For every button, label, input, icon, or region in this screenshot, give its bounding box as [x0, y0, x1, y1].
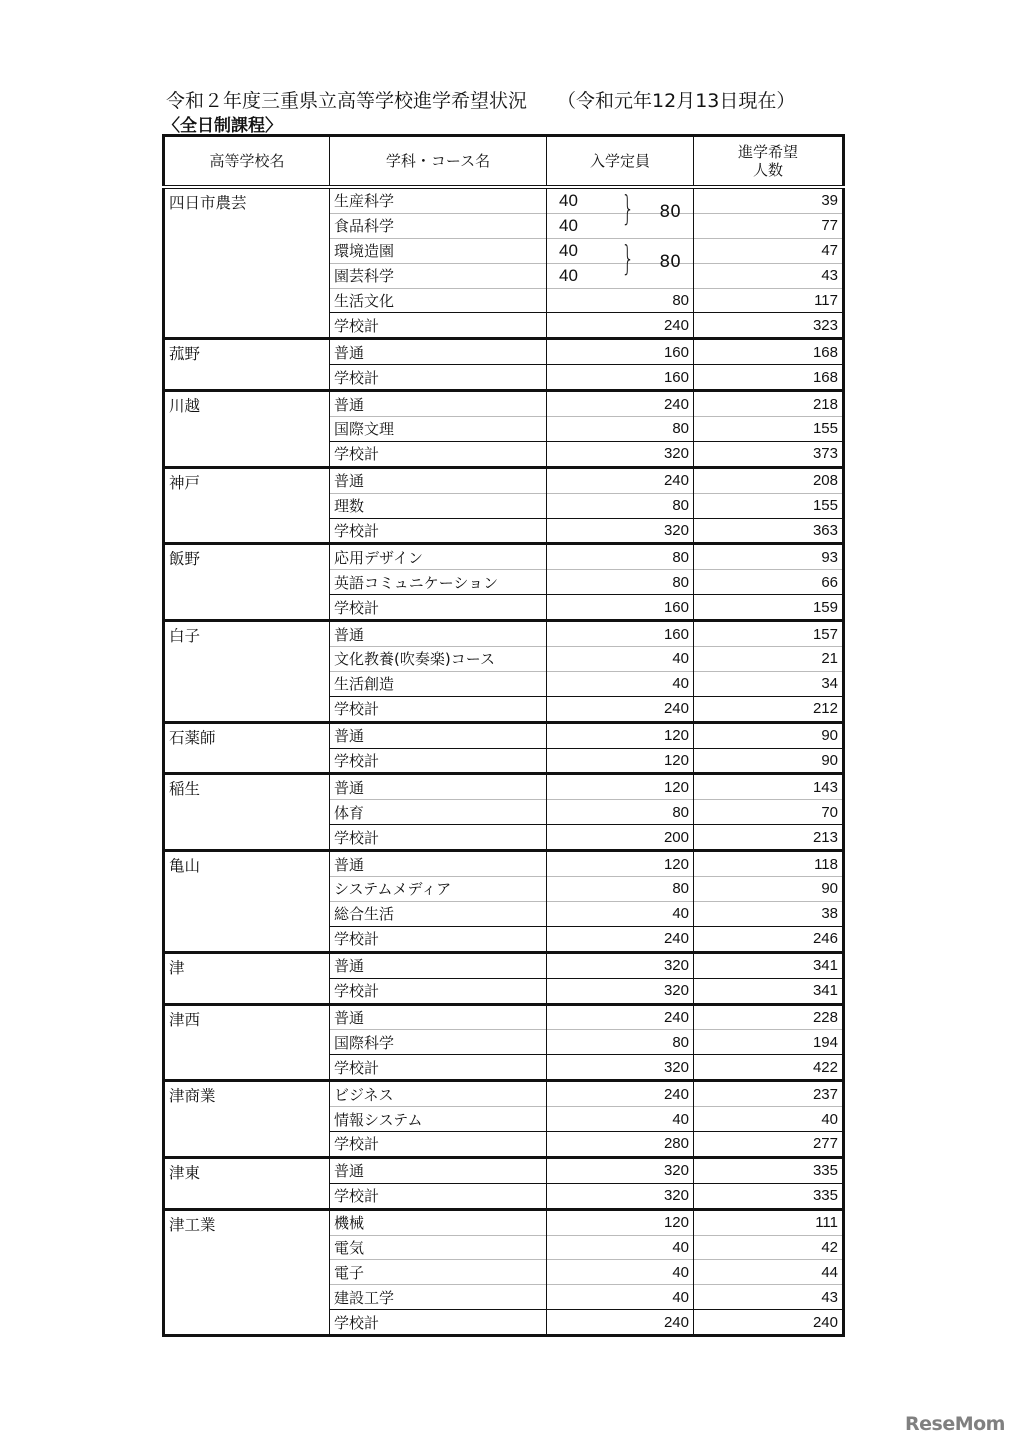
quota-cell: 120 [547, 722, 694, 748]
hope-count-cell: 38 [694, 901, 844, 926]
course-name-cell: 普通 [330, 851, 547, 877]
course-name-cell: 普通 [330, 722, 547, 748]
course-name-cell: 機械 [330, 1209, 547, 1235]
quota-cell: 320 [547, 1055, 694, 1081]
quota-cell: 200 [547, 825, 694, 851]
table-row [164, 339, 844, 365]
course-name-cell: 総合生活 [330, 901, 547, 926]
hope-count-cell: 341 [694, 952, 844, 978]
quota-cell: 40 [547, 1260, 694, 1285]
table-row [164, 1209, 844, 1235]
quota-cell: 320 [547, 952, 694, 978]
course-name-cell: 学校計 [330, 926, 547, 952]
course-name-cell: 学校計 [330, 1131, 547, 1157]
table-row [164, 952, 844, 978]
course-name-cell: 学校計 [330, 441, 547, 467]
course-name-cell: 学校計 [330, 748, 547, 774]
quota-cell: 160 [547, 365, 694, 391]
quota-cell: 40 } 80 [547, 238, 694, 263]
hope-count-cell: 363 [694, 518, 844, 544]
hope-count-cell: 157 [694, 621, 844, 647]
hope-count-cell: 43 [694, 263, 844, 288]
quota-cell: 240 [547, 696, 694, 722]
course-name-cell: 学校計 [330, 518, 547, 544]
school-name-cell: 菰野 [164, 339, 330, 391]
hope-count-cell: 155 [694, 493, 844, 518]
hope-count-cell: 159 [694, 595, 844, 621]
hope-count-cell: 111 [694, 1209, 844, 1235]
course-name-cell: ビジネス [330, 1081, 547, 1107]
hope-count-cell: 34 [694, 671, 844, 696]
quota-cell: 80 [547, 288, 694, 313]
course-name-cell: 学校計 [330, 1183, 547, 1209]
hope-count-cell: 143 [694, 774, 844, 800]
table-body [164, 187, 844, 1336]
quota-cell: 80 [547, 800, 694, 825]
quota-cell: 120 [547, 748, 694, 774]
course-name-cell: 英語コミュニケーション [330, 570, 547, 595]
course-name-cell: 国際科学 [330, 1030, 547, 1055]
quota-cell: 80 [547, 570, 694, 595]
course-name-cell: 普通 [330, 1004, 547, 1030]
quota-cell: 240 [547, 467, 694, 493]
quota-cell: 40 [547, 1285, 694, 1310]
table-row [164, 851, 844, 877]
hope-count-cell: 246 [694, 926, 844, 952]
hope-count-cell: 70 [694, 800, 844, 825]
course-name-cell: 学校計 [330, 978, 547, 1004]
quota-cell: 40 [547, 263, 694, 288]
course-name-cell: 学校計 [330, 825, 547, 851]
header-quota: 入学定員 [547, 136, 694, 188]
table-row [164, 774, 844, 800]
quota-cell: 240 [547, 926, 694, 952]
hope-count-cell: 39 [694, 187, 844, 213]
hope-count-cell: 335 [694, 1157, 844, 1183]
table-row [164, 187, 844, 213]
table-row [164, 722, 844, 748]
quota-cell: 120 [547, 1209, 694, 1235]
quota-cell: 320 [547, 518, 694, 544]
hope-count-cell: 208 [694, 467, 844, 493]
course-name-cell: 理数 [330, 493, 547, 518]
quota-cell: 40 [547, 1107, 694, 1132]
hope-count-cell: 66 [694, 570, 844, 595]
school-name-cell: 飯野 [164, 544, 330, 621]
quota-cell: 320 [547, 1183, 694, 1209]
hope-count-cell: 335 [694, 1183, 844, 1209]
table-row [164, 544, 844, 570]
course-name-cell: 文化教養(吹奏楽)コース [330, 647, 547, 672]
school-name-cell: 神戸 [164, 467, 330, 544]
course-name-cell: 普通 [330, 339, 547, 365]
quota-cell: 240 [547, 1081, 694, 1107]
quota-cell: 80 [547, 1030, 694, 1055]
quota-cell: 280 [547, 1131, 694, 1157]
quota-cell: 80 [547, 493, 694, 518]
quota-cell: 320 [547, 978, 694, 1004]
hope-count-cell: 93 [694, 544, 844, 570]
hope-count-cell: 240 [694, 1310, 844, 1336]
course-name-cell: 生産科学 [330, 187, 547, 213]
course-name-cell: 普通 [330, 467, 547, 493]
course-name-cell: 電気 [330, 1235, 547, 1260]
hope-count-cell: 341 [694, 978, 844, 1004]
course-name-cell: 学校計 [330, 696, 547, 722]
school-name-cell: 川越 [164, 391, 330, 468]
quota-cell: 40 [547, 671, 694, 696]
course-name-cell: 電子 [330, 1260, 547, 1285]
quota-cell: 40 } 80 [547, 187, 694, 213]
quota-cell: 240 [547, 1310, 694, 1336]
school-name-cell: 稲生 [164, 774, 330, 851]
school-name-cell: 亀山 [164, 851, 330, 953]
course-name-cell: 体育 [330, 800, 547, 825]
course-name-cell: 環境造園 [330, 238, 547, 263]
hope-count-cell: 168 [694, 339, 844, 365]
table-header-row [164, 136, 844, 188]
hope-count-cell: 228 [694, 1004, 844, 1030]
hope-count-cell: 213 [694, 825, 844, 851]
course-name-cell: 応用デザイン [330, 544, 547, 570]
hope-count-cell: 90 [694, 722, 844, 748]
quota-cell: 80 [547, 877, 694, 902]
quota-cell: 40 [547, 1235, 694, 1260]
school-name-cell: 白子 [164, 621, 330, 723]
school-name-cell: 津西 [164, 1004, 330, 1081]
hope-count-cell: 118 [694, 851, 844, 877]
quota-cell: 320 [547, 441, 694, 467]
table-row [164, 1004, 844, 1030]
course-name-cell: 学校計 [330, 595, 547, 621]
table-row [164, 1081, 844, 1107]
school-name-cell: 津東 [164, 1157, 330, 1209]
table-row [164, 1157, 844, 1183]
school-name-cell: 津工業 [164, 1209, 330, 1335]
hope-count-cell: 43 [694, 1285, 844, 1310]
title-text: 令和２年度三重県立高等学校進学希望状況 [166, 90, 528, 112]
table-row [164, 467, 844, 493]
course-name-cell: 学校計 [330, 365, 547, 391]
hope-count-cell: 237 [694, 1081, 844, 1107]
quota-cell: 120 [547, 774, 694, 800]
hope-count-cell: 155 [694, 417, 844, 442]
header-school-name: 高等学校名 [164, 136, 330, 188]
header-course-name: 学科・コース名 [330, 136, 547, 188]
hope-count-cell: 42 [694, 1235, 844, 1260]
school-name-cell: 津 [164, 952, 330, 1004]
course-name-cell: 普通 [330, 1157, 547, 1183]
hope-count-cell: 40 [694, 1107, 844, 1132]
quota-cell: 40 [547, 647, 694, 672]
hope-count-cell: 323 [694, 313, 844, 339]
group-quota-total: 80 [659, 251, 681, 272]
document-title [166, 86, 795, 113]
table-row [164, 391, 844, 417]
hope-count-cell: 44 [694, 1260, 844, 1285]
school-name-cell: 石薬師 [164, 722, 330, 774]
quota-cell: 240 [547, 391, 694, 417]
hope-count-cell: 218 [694, 391, 844, 417]
course-name-cell: 普通 [330, 391, 547, 417]
admission-hope-table [162, 134, 845, 1337]
course-name-cell: 園芸科学 [330, 263, 547, 288]
hope-count-cell: 117 [694, 288, 844, 313]
course-name-cell: 学校計 [330, 1310, 547, 1336]
quota-cell: 120 [547, 851, 694, 877]
quota-cell: 240 [547, 313, 694, 339]
brace-icon: } [621, 238, 635, 279]
hope-count-cell: 194 [694, 1030, 844, 1055]
quota-cell: 160 [547, 621, 694, 647]
hope-count-cell: 21 [694, 647, 844, 672]
date-note: （令和元年12月13日現在） [557, 90, 796, 112]
quota-cell: 320 [547, 1157, 694, 1183]
hope-count-cell: 77 [694, 213, 844, 238]
course-name-cell: 普通 [330, 774, 547, 800]
hope-count-cell: 47 [694, 238, 844, 263]
resemom-logo: ReseMom [905, 1413, 1005, 1435]
quota-cell: 40 [547, 901, 694, 926]
school-name-cell: 四日市農芸 [164, 187, 330, 339]
course-type-subtitle: 〈全日制課程〉 [163, 116, 282, 136]
group-quota-total: 80 [659, 202, 681, 222]
hope-count-cell: 277 [694, 1131, 844, 1157]
quota-cell: 240 [547, 1004, 694, 1030]
quota-cell: 160 [547, 595, 694, 621]
course-name-cell: 国際文理 [330, 417, 547, 442]
course-name-cell: 学校計 [330, 313, 547, 339]
course-name-cell: 建設工学 [330, 1285, 547, 1310]
course-name-cell: 生活文化 [330, 288, 547, 313]
course-name-cell: 学校計 [330, 1055, 547, 1081]
hope-count-cell: 168 [694, 365, 844, 391]
course-name-cell: 食品科学 [330, 213, 547, 238]
quota-cell: 80 [547, 417, 694, 442]
quota-cell: 160 [547, 339, 694, 365]
course-name-cell: 普通 [330, 621, 547, 647]
brace-icon: } [621, 189, 635, 229]
school-name-cell: 津商業 [164, 1081, 330, 1158]
quota-cell: 80 [547, 544, 694, 570]
hope-count-cell: 90 [694, 748, 844, 774]
course-name-cell: 普通 [330, 952, 547, 978]
header-hope-count: 進学希望 人数 [694, 136, 844, 188]
table-row [164, 621, 844, 647]
hope-count-cell: 373 [694, 441, 844, 467]
hope-count-cell: 422 [694, 1055, 844, 1081]
course-name-cell: 情報システム [330, 1107, 547, 1132]
course-name-cell: システムメディア [330, 877, 547, 902]
hope-count-cell: 90 [694, 877, 844, 902]
course-name-cell: 生活創造 [330, 671, 547, 696]
hope-count-cell: 212 [694, 696, 844, 722]
quota-cell: 40 [547, 213, 694, 238]
